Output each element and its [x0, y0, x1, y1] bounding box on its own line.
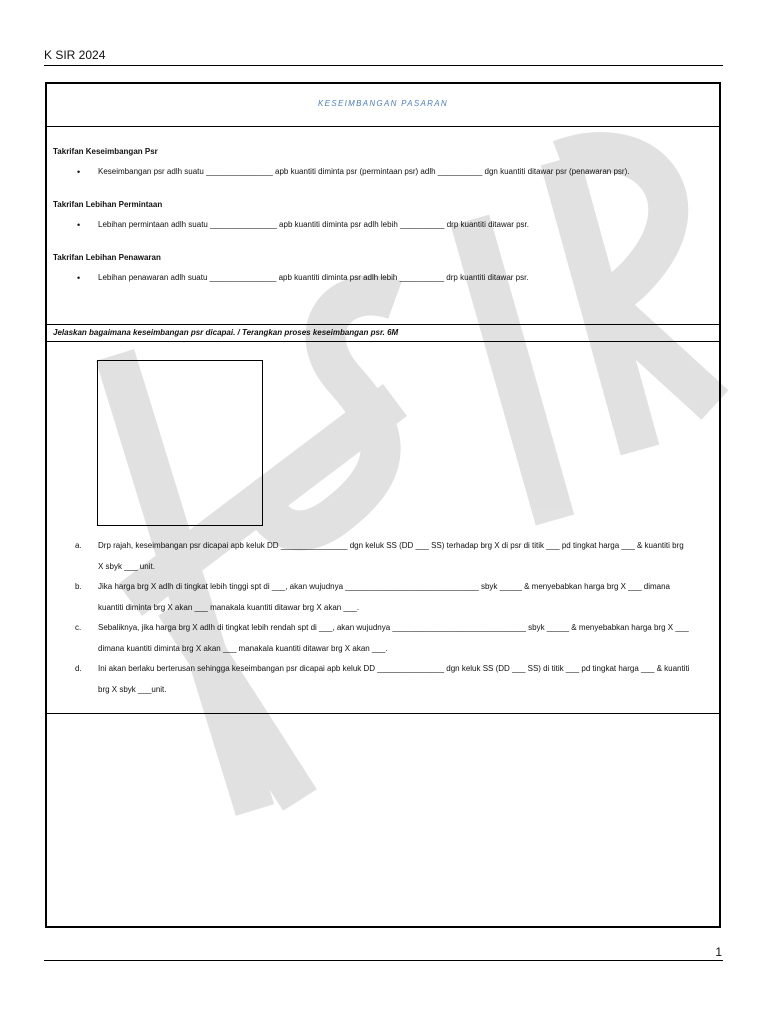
definition-block: [53, 195, 713, 235]
notes-divider: [47, 713, 719, 714]
step-letter: a.: [75, 541, 82, 550]
explanation-step: [47, 536, 719, 577]
header-title: K SIR 2024: [44, 48, 106, 62]
definitions-section: [53, 142, 713, 288]
step-letter: d.: [75, 664, 82, 673]
explanation-step: [47, 659, 719, 700]
definition-block: [53, 142, 713, 182]
definition-bullet: [53, 215, 713, 235]
definition-text: Lebihan permintaan adlh suatu _______________ apb kuantiti diminta psr adlh lebih __________ drp kuantiti ditawar psr.: [98, 220, 529, 229]
step-text: Sebaliknya, jika harga brg X adlh di tingkat lebih rendah spt di ___, akan wujudnya ______________________________ sbyk _____ & menyebabkan harga brg X ___ dimana kuantiti diminta brg X akan ___ manakala kuantiti ditawar brg X akan ___.: [98, 623, 689, 653]
bullet-icon: •: [77, 167, 81, 177]
diagram-drawing-box[interactable]: [97, 360, 263, 526]
step-letter: b.: [75, 582, 82, 591]
definition-heading: Takrifan Keseimbangan Psr: [53, 147, 158, 156]
worksheet-title: KESEIMBANGAN PASARAN: [47, 84, 719, 127]
worksheet-frame: [45, 82, 721, 928]
definition-heading: Takrifan Lebihan Penawaran: [53, 253, 161, 262]
bullet-icon: •: [77, 273, 81, 283]
explanation-step: [47, 618, 719, 659]
explanation-step: [47, 577, 719, 618]
definition-text: Lebihan penawaran adlh suatu _______________ apb kuantiti diminta psr adlh lebih __________ drp kuantiti ditawar psr.: [98, 273, 529, 282]
definition-bullet: [53, 268, 713, 288]
explanation-steps: [47, 536, 719, 700]
question-prompt: Jelaskan bagaimana keseimbangan psr dicapai. / Terangkan proses keseimbangan psr. 6M: [47, 324, 719, 342]
step-text: Jika harga brg X adlh di tingkat lebih tinggi spt di ___, akan wujudnya ______________________________ sbyk _____ & menyebabkan harga brg X ___ dimana kuantiti diminta brg X akan ___ manakala kuantiti ditawar brg X akan ___.: [98, 582, 670, 612]
bullet-icon: •: [77, 220, 81, 230]
header-rule: [44, 65, 723, 66]
page-number: 1: [715, 945, 722, 959]
definition-text: Keseimbangan psr adlh suatu _______________ apb kuantiti diminta psr (permintaan psr) adlh __________ dgn kuantiti ditawar psr (penawaran psr).: [98, 167, 630, 176]
step-letter: c.: [75, 623, 82, 632]
definition-heading: Takrifan Lebihan Permintaan: [53, 200, 163, 209]
definition-block: [53, 248, 713, 288]
definition-bullet: [53, 162, 713, 182]
step-text: Ini akan berlaku berterusan sehingga keseimbangan psr dicapai apb keluk DD _______________ dgn keluk SS (DD ___ SS) di titik ___ pd tingkat harga ___ & kuantiti brg X sbyk ___unit.: [98, 664, 690, 694]
step-text: Drp rajah, keseimbangan psr dicapai apb keluk DD _______________ dgn keluk SS (DD ___ SS) terhadap brg X di psr di titik ___ pd tingkat harga ___ & kuantiti brg X sbyk ___ unit.: [98, 541, 684, 571]
footer-rule: [44, 960, 723, 961]
